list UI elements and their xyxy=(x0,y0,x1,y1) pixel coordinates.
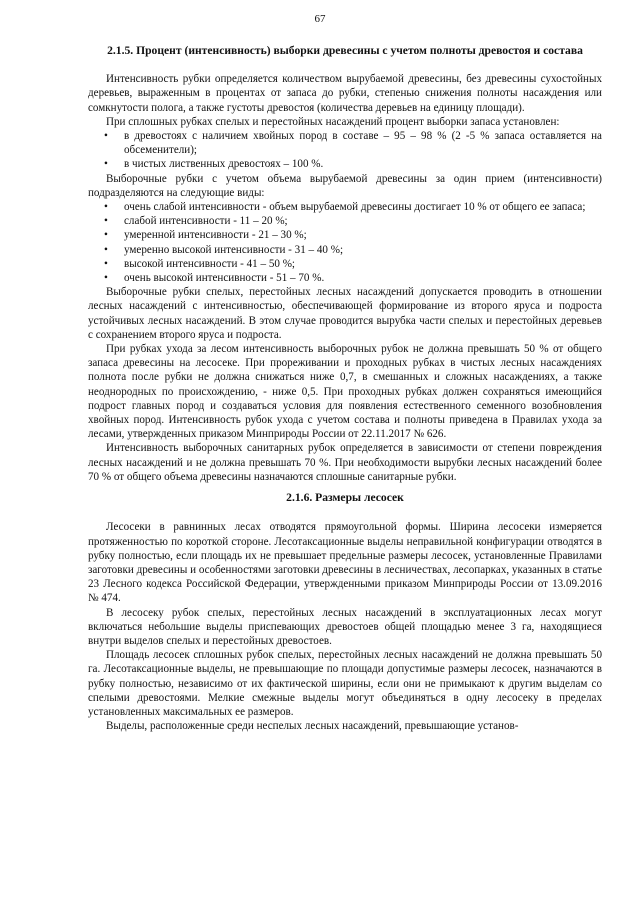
bullet-list xyxy=(88,200,602,285)
section-title: 2.1.6. Размеры лесосек xyxy=(286,491,404,505)
paragraph: Выборочные рубки с учетом объема вырубаемой древесины за один прием (интенсивности) подразделяются на следующие виды: xyxy=(88,172,602,199)
list-item: • слабой интенсивности - 11 – 20 %; xyxy=(88,214,602,228)
list-item: • умеренно высокой интенсивности - 31 – 40 %; xyxy=(88,243,602,257)
paragraph: Площадь лесосек сплошных рубок спелых, перестойных лесных насаждений не должна превышать 50 га. Лесотаксационные выделы, не превышающие по площади допустимые размеры лесосек, назначаются в рубку полностью, независимо от их фактической ширины, если они не примыкают к другим выделам со спелыми древостоями. Мелкие смежные выделы могут объединяться в одну лесосеку в пределах установленных максимальных ее размеров. xyxy=(88,649,602,718)
list-item: • умеренной интенсивности - 21 – 30 %; xyxy=(88,228,602,242)
paragraph: Лесосеки в равнинных лесах отводятся прямоугольной формы. Ширина лесосеки измеряется протяженностью по короткой стороне. Лесотаксационные выделы неправильной конфигурации отводятся в рубку полностью, если площадь их не превышает предельные размеры лесосек, установленные Правилами заготовки древесины и особенностями заготовки древесины в лесничествах, лесопарках, указанных в статье 23 Лесного кодекса Российской Федерации, утвержденными приказом Минприроды России от 13.09.2016 № 474. xyxy=(88,521,602,605)
list-item: • очень слабой интенсивности - объем вырубаемой древесины достигает 10 % от общего ее запаса; xyxy=(88,200,602,214)
list-item: • высокой интенсивности - 41 – 50 %; xyxy=(88,257,602,271)
bullet-list xyxy=(88,129,602,172)
paragraph: Выборочные рубки спелых, перестойных лесных насаждений допускается проводить в отношении лесных насаждений с интенсивностью, обеспечивающей формирование из второго яруса и подроста устойчивых лесных насаждений. В этом случае проводится вырубка части спелых и перестойных деревьев с сохранением второго яруса и подроста. xyxy=(88,286,602,341)
paragraph: При рубках ухода за лесом интенсивность выборочных рубок не должна превышать 50 % от общего запаса древесины на лесосеке. При прореживании и проходных рубках в чистых лесных насаждениях полнота после рубки не должна снижаться ниже 0,7, в смешанных и сложных насаждениях, а также неоднородных по происхождению, - ниже 0,5. При проходных рубках должен сохраняться имеющийся подрост главных пород и создаваться условия для появления естественного семенного возобновления хвойных пород. Интенсивность рубок ухода с учетом состава и полноты приведена в Правилах ухода за лесами, утвержденных приказом Минприроды России от 22.11.2017 № 626. xyxy=(88,343,602,441)
list-item: • в древостоях с наличием хвойных пород в составе – 95 – 98 % (2 -5 % запаса оставляется на обсеменители); xyxy=(88,129,602,157)
paragraph: Интенсивность выборочных санитарных рубок определяется в зависимости от степени повреждения лесных насаждений и не должна превышать 70 %. При необходимости вырубки лесных насаждений более 70 % от общего объема древесины назначаются сплошные санитарные рубки. xyxy=(88,442,602,483)
page-number: 67 xyxy=(314,13,326,25)
paragraph: Интенсивность рубки определяется количеством вырубаемой древесины, без древесины сухостойных деревьев, выраженным в процентах от запаса до рубки, степенью снижения полноты насаждения или сомкнутости полога, а также густоты древостоя (количества деревьев на единицу площади). xyxy=(88,73,602,114)
paragraph: Выделы, расположенные среди неспелых лесных насаждений, превышающие установ- xyxy=(106,720,519,733)
list-item: • в чистых лиственных древостоях – 100 %. xyxy=(88,157,602,171)
paragraph: При сплошных рубках спелых и перестойных насаждений процент выборки запаса установлен: xyxy=(106,115,560,128)
page-content xyxy=(88,44,602,733)
section-title: 2.1.5. Процент (интенсивность) выборки древесины с учетом полноты древостоя и состава xyxy=(107,44,583,57)
list-item: • очень высокой интенсивности - 51 – 70 %. xyxy=(88,271,602,285)
paragraph: В лесосеку рубок спелых, перестойных лесных насаждений в эксплуатационных лесах могут включаться небольшие выделы приспевающих древостоев общей площадью менее 3 га, находящиеся внутри выделов спелых и перестойных древостоев. xyxy=(88,606,602,647)
